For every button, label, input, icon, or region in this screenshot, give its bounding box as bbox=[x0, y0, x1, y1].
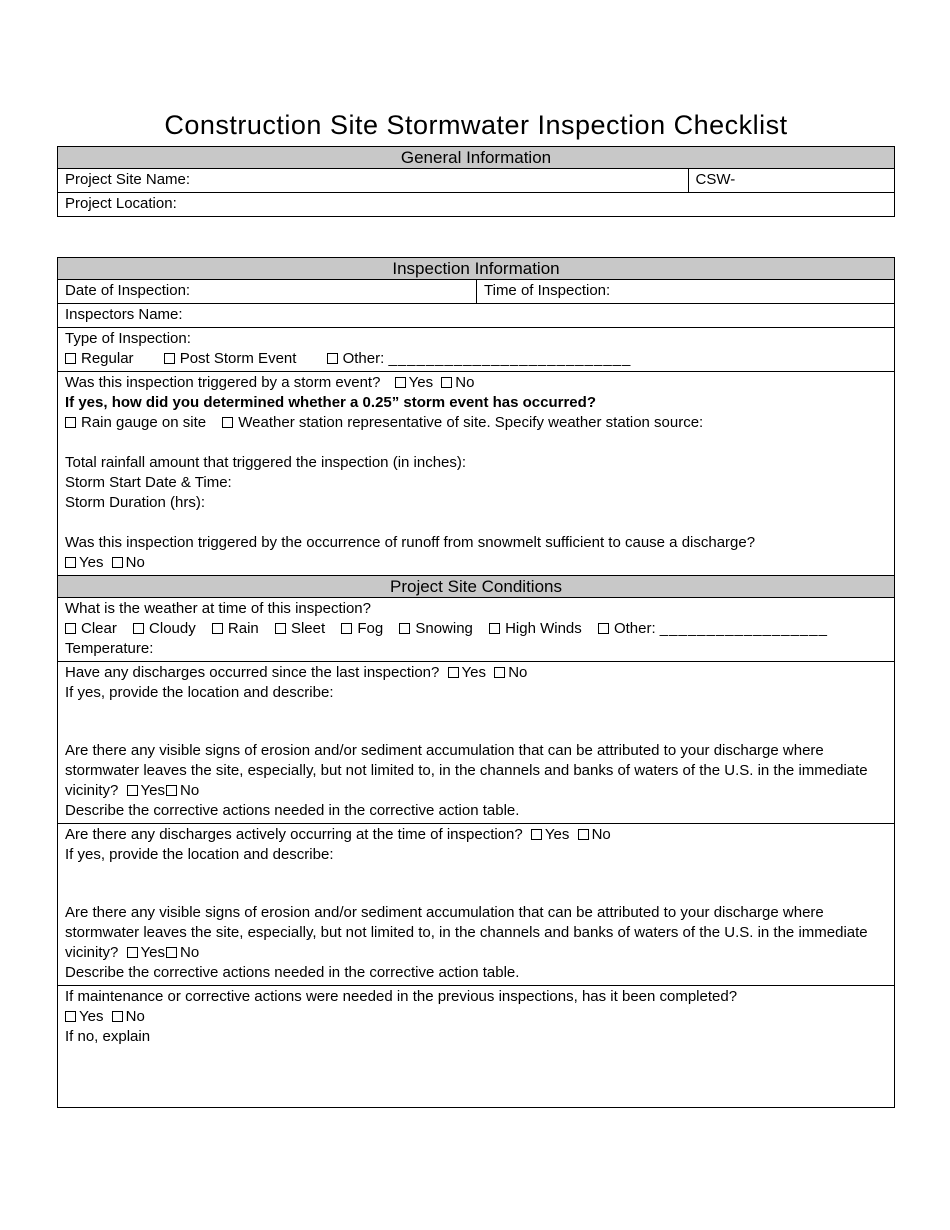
storm-trigger-line bbox=[65, 373, 888, 393]
discharges-since-yes-checkbox[interactable] bbox=[448, 667, 459, 678]
snowmelt-yes-label: Yes bbox=[79, 554, 104, 571]
high-winds-label: High Winds bbox=[505, 620, 582, 637]
option-post-storm-event bbox=[164, 350, 297, 367]
storm-duration-label: Storm Duration (hrs): bbox=[65, 494, 206, 511]
fog-label: Fog bbox=[357, 620, 384, 637]
checklist-page bbox=[57, 0, 895, 1108]
sleet-label: Sleet bbox=[290, 620, 326, 637]
if-yes-location-note: If yes, provide the location and describe: bbox=[65, 846, 334, 863]
option-clear bbox=[65, 620, 117, 637]
type-other-write-in-line: __________________________ bbox=[388, 350, 632, 367]
weather-other-label: Other: bbox=[613, 620, 656, 637]
maintenance-row bbox=[58, 986, 894, 1107]
rain-checkbox[interactable] bbox=[212, 623, 223, 634]
erosion-no-label: No bbox=[180, 782, 200, 799]
option-type-other bbox=[327, 350, 632, 367]
option-sleet bbox=[275, 620, 325, 637]
weather-options bbox=[65, 619, 888, 639]
maintenance-yes-checkbox[interactable] bbox=[65, 1011, 76, 1022]
erosion-yes-label: Yes bbox=[140, 944, 166, 961]
csw-number-cell: CSW- bbox=[688, 169, 895, 192]
sleet-checkbox[interactable] bbox=[275, 623, 286, 634]
erosion-active-yes-checkbox[interactable] bbox=[127, 947, 138, 958]
type-of-inspection-options bbox=[65, 349, 888, 369]
discharges-since-yes-label: Yes bbox=[461, 664, 487, 681]
weather-other-checkbox[interactable] bbox=[598, 623, 609, 634]
post-storm-event-label: Post Storm Event bbox=[179, 350, 297, 367]
discharges-active-no-label: No bbox=[591, 826, 611, 843]
maintenance-no-label: No bbox=[125, 1008, 145, 1025]
weather-row bbox=[58, 598, 894, 662]
if-no-explain-note: If no, explain bbox=[65, 1028, 151, 1045]
option-cloudy bbox=[133, 620, 196, 637]
option-weather-station bbox=[222, 414, 703, 431]
erosion-yes bbox=[127, 782, 165, 799]
project-site-conditions-header: Project Site Conditions bbox=[58, 576, 894, 598]
erosion-question: Are there any visible signs of erosion and/or sediment accumulation that can be attributed to your discharge where stormwater leaves the site, especially, but not limited to, in the channels and banks of waters of the U.S. in the immediate vicinity? bbox=[65, 904, 868, 961]
time-of-inspection-label: Time of Inspection: bbox=[476, 280, 894, 303]
erosion-yes bbox=[127, 944, 165, 961]
if-yes-location-note: If yes, provide the location and describe: bbox=[65, 684, 334, 701]
discharges-active-row bbox=[58, 824, 894, 986]
type-of-inspection-row bbox=[58, 328, 894, 372]
inspection-information-header: Inspection Information bbox=[58, 258, 894, 280]
storm-start-label: Storm Start Date & Time: bbox=[65, 474, 232, 491]
cloudy-checkbox[interactable] bbox=[133, 623, 144, 634]
page-title: Construction Site Stormwater Inspection Checklist bbox=[164, 110, 788, 140]
discharges-since-row bbox=[58, 662, 894, 824]
erosion-question-block bbox=[65, 741, 888, 801]
project-site-name-label: Project Site Name: bbox=[65, 171, 191, 188]
inspectors-name-row bbox=[58, 304, 894, 328]
weather-other-write-in-line: __________________ bbox=[659, 620, 828, 637]
weather-question: What is the weather at time of this inspection? bbox=[65, 600, 371, 617]
project-location-row bbox=[58, 193, 894, 216]
type-of-inspection-label: Type of Inspection: bbox=[65, 330, 191, 347]
storm-trigger-question: Was this inspection triggered by a storm event? bbox=[65, 374, 381, 391]
snowmelt-no-label: No bbox=[125, 554, 145, 571]
rain-label: Rain bbox=[227, 620, 259, 637]
snowmelt-answer-line bbox=[65, 553, 888, 573]
blank-line bbox=[65, 513, 888, 533]
erosion-no bbox=[166, 782, 199, 799]
maintenance-question: If maintenance or corrective actions were needed in the previous inspections, has it been completed? bbox=[65, 988, 738, 1005]
general-information-table bbox=[57, 146, 895, 217]
type-other-label: Other: bbox=[342, 350, 385, 367]
maintenance-yes-label: Yes bbox=[79, 1008, 104, 1025]
table-gap bbox=[57, 217, 895, 257]
maintenance-no bbox=[112, 1008, 145, 1025]
inspection-information-table bbox=[57, 257, 895, 1108]
erosion-yes-checkbox[interactable] bbox=[127, 785, 138, 796]
blank-area bbox=[65, 703, 888, 741]
storm-trigger-no bbox=[441, 374, 474, 391]
discharges-active-yes-label: Yes bbox=[544, 826, 570, 843]
snowing-checkbox[interactable] bbox=[399, 623, 410, 634]
total-rainfall-label: Total rainfall amount that triggered the inspection (in inches): bbox=[65, 454, 467, 471]
discharges-active-no-checkbox[interactable] bbox=[578, 829, 589, 840]
snowmelt-yes bbox=[65, 554, 103, 571]
general-information-header: General Information bbox=[58, 147, 894, 169]
option-rain-gauge bbox=[65, 414, 206, 431]
regular-checkbox[interactable] bbox=[65, 353, 76, 364]
option-regular bbox=[65, 350, 134, 367]
regular-label: Regular bbox=[81, 350, 134, 367]
clear-label: Clear bbox=[81, 620, 117, 637]
corrective-actions-note: Describe the corrective actions needed in the corrective action table. bbox=[65, 802, 520, 819]
storm-trigger-yes-label: Yes bbox=[408, 374, 434, 391]
option-snowing bbox=[399, 620, 473, 637]
storm-trigger-yes-checkbox[interactable] bbox=[395, 377, 406, 388]
snowmelt-no-checkbox[interactable] bbox=[112, 557, 123, 568]
erosion-question-block bbox=[65, 903, 888, 963]
high-winds-checkbox[interactable] bbox=[489, 623, 500, 634]
blank-line bbox=[65, 433, 888, 453]
post-storm-event-checkbox[interactable] bbox=[164, 353, 175, 364]
erosion-no-label: No bbox=[180, 944, 200, 961]
maintenance-yes bbox=[65, 1008, 103, 1025]
discharges-since-line bbox=[65, 663, 888, 683]
option-fog bbox=[341, 620, 383, 637]
storm-trigger-no-label: No bbox=[455, 374, 475, 391]
discharges-since-no-checkbox[interactable] bbox=[494, 667, 505, 678]
project-location-label: Project Location: bbox=[65, 195, 177, 212]
cloudy-label: Cloudy bbox=[149, 620, 196, 637]
erosion-no-checkbox[interactable] bbox=[166, 785, 177, 796]
option-rain bbox=[212, 620, 259, 637]
snowmelt-no bbox=[112, 554, 145, 571]
discharges-active-yes bbox=[531, 826, 569, 843]
temperature-label: Temperature: bbox=[65, 640, 154, 657]
discharges-since-no bbox=[494, 664, 527, 681]
discharges-active-question: Are there any discharges actively occurring at the time of inspection? bbox=[65, 826, 523, 843]
erosion-yes-label: Yes bbox=[140, 782, 166, 799]
discharges-since-no-label: No bbox=[508, 664, 528, 681]
discharges-since-question: Have any discharges occurred since the last inspection? bbox=[65, 664, 440, 681]
fog-checkbox[interactable] bbox=[341, 623, 352, 634]
maintenance-no-checkbox[interactable] bbox=[112, 1011, 123, 1022]
snowing-label: Snowing bbox=[415, 620, 473, 637]
discharges-active-line bbox=[65, 825, 888, 845]
clear-checkbox[interactable] bbox=[65, 623, 76, 634]
blank-area bbox=[65, 1047, 888, 1105]
discharges-active-no bbox=[578, 826, 611, 843]
maintenance-answer-line bbox=[65, 1007, 888, 1027]
discharges-active-yes-checkbox[interactable] bbox=[531, 829, 542, 840]
rain-gauge-label: Rain gauge on site bbox=[81, 414, 207, 431]
storm-determination-question: If yes, how did you determined whether a 0.25” storm event has occurred? bbox=[65, 394, 596, 411]
storm-event-row bbox=[58, 372, 894, 576]
erosion-active-no-checkbox[interactable] bbox=[166, 947, 177, 958]
project-site-name-row bbox=[58, 169, 894, 193]
option-weather-other bbox=[598, 620, 828, 637]
storm-trigger-no-checkbox[interactable] bbox=[441, 377, 452, 388]
storm-trigger-yes bbox=[395, 374, 433, 391]
storm-determination-options bbox=[65, 413, 888, 433]
discharges-since-yes bbox=[448, 664, 486, 681]
weather-station-label: Weather station representative of site. Specify weather station source: bbox=[238, 414, 704, 431]
date-of-inspection-label: Date of Inspection: bbox=[65, 282, 191, 299]
inspectors-name-label: Inspectors Name: bbox=[65, 306, 183, 323]
erosion-no bbox=[166, 944, 199, 961]
weather-station-checkbox[interactable] bbox=[222, 417, 233, 428]
blank-area bbox=[65, 865, 888, 903]
snowmelt-question: Was this inspection triggered by the occurrence of runoff from snowmelt sufficient to cause a discharge? bbox=[65, 534, 756, 551]
type-other-checkbox[interactable] bbox=[327, 353, 338, 364]
erosion-question: Are there any visible signs of erosion and/or sediment accumulation that can be attributed to your discharge where stormwater leaves the site, especially, but not limited to, in the channels and banks of waters of the U.S. in the immediate vicinity? bbox=[65, 742, 868, 799]
date-time-row bbox=[58, 280, 894, 304]
corrective-actions-note: Describe the corrective actions needed in the corrective action table. bbox=[65, 964, 520, 981]
option-high-winds bbox=[489, 620, 582, 637]
snowmelt-yes-checkbox[interactable] bbox=[65, 557, 76, 568]
rain-gauge-checkbox[interactable] bbox=[65, 417, 76, 428]
